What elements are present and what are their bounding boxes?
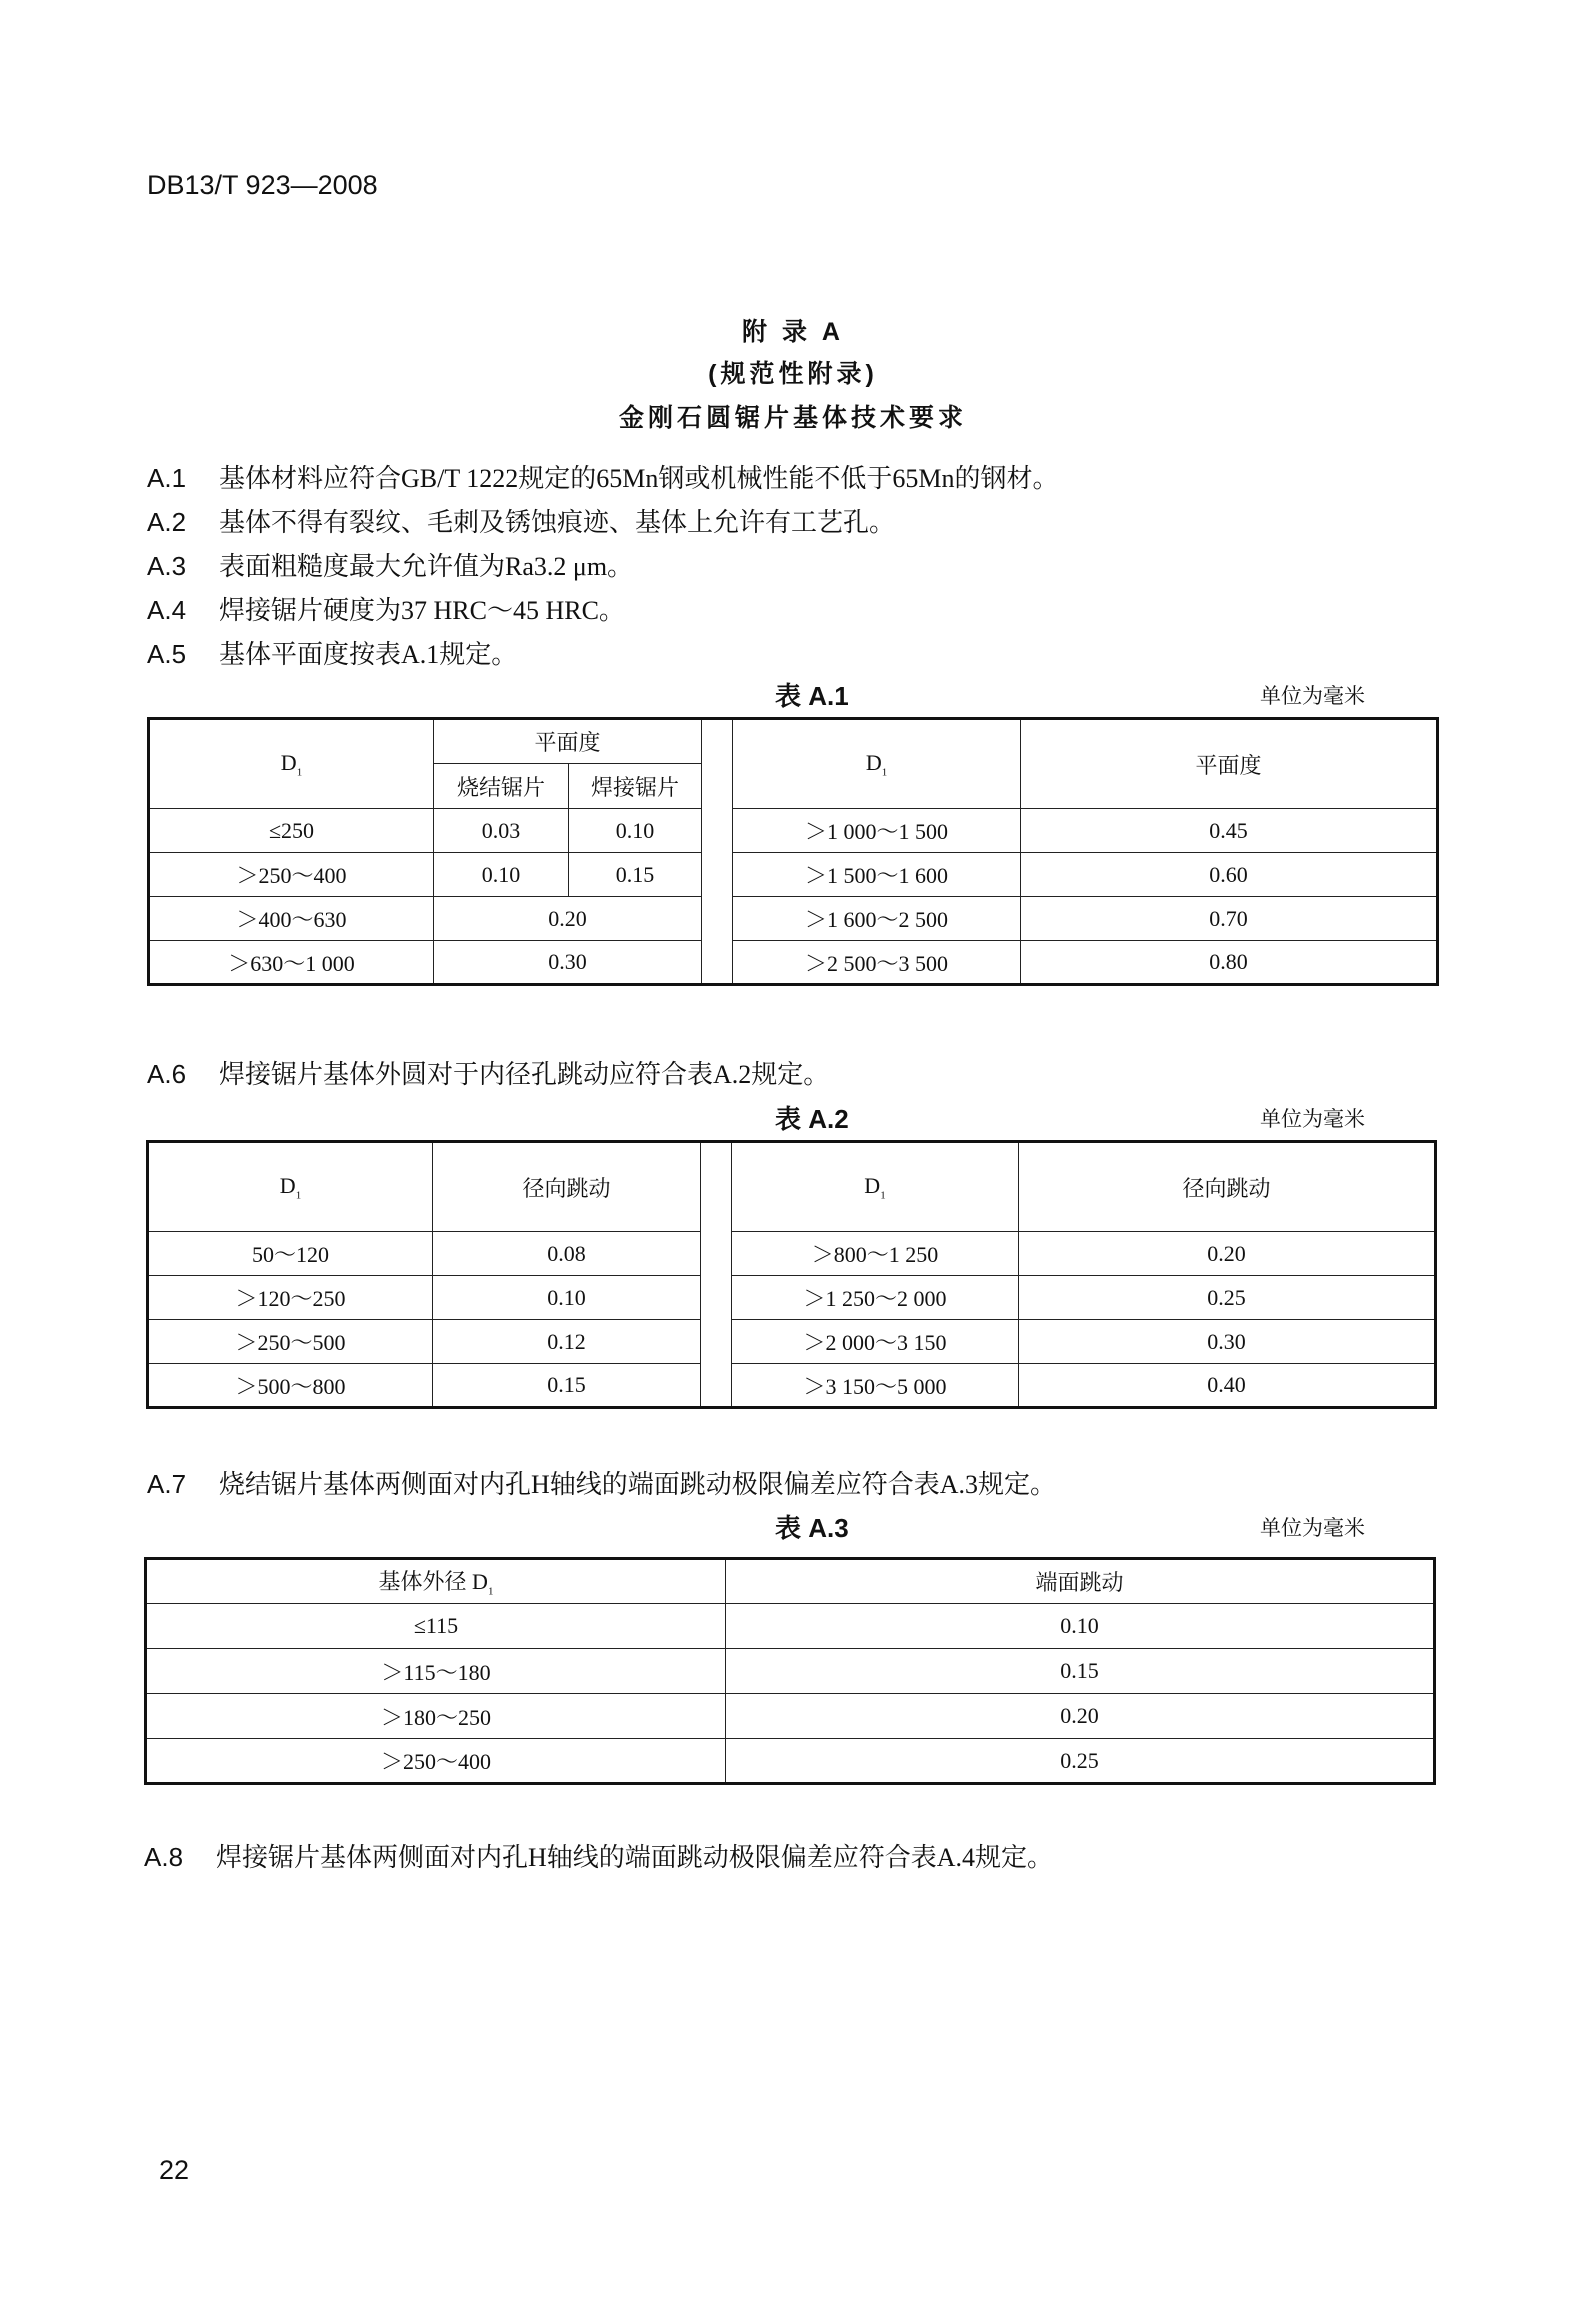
unit-label: 单位为毫米 [1260,1516,1365,1540]
table-row [146,1739,1435,1784]
clause-number: A.7 [147,1469,187,1499]
header-d: $D_1$ [149,719,434,809]
cell: ＞1 600～2 500 [733,897,1021,941]
cell: 0.30 [434,941,702,985]
cell: ≤115 [146,1604,726,1649]
document-code: DB13/T 923—2008 [147,170,378,200]
table-row [148,1320,1436,1364]
clause-text: 表面粗糙度最大允许值为Ra3.2 μm。 [219,552,634,581]
cell: 0.15 [726,1649,1435,1694]
clause-a5 [147,634,517,671]
table-a2-caption: 表 A.2 [775,1104,849,1134]
clause-a6 [147,1054,829,1091]
cell: 50～120 [148,1232,433,1276]
cell: 0.08 [433,1232,701,1276]
cell: 0.45 [1021,809,1438,853]
table-row [149,853,1438,897]
cell: 0.10 [433,1276,701,1320]
table-row [146,1604,1435,1649]
table-gap [702,719,733,985]
cell: 0.40 [1019,1364,1436,1408]
unit-label: 单位为毫米 [1260,684,1365,708]
cell: ＞3 150～5 000 [732,1364,1019,1408]
table-a1-caption: 表 A.1 [775,681,849,711]
cell: ＞800～1 250 [732,1232,1019,1276]
header-sintered: 烧结锯片 [434,764,569,809]
cell: ＞1 500～1 600 [733,853,1021,897]
cell: ＞120～250 [148,1276,433,1320]
clause-a8 [144,1837,1053,1874]
clause-a7 [147,1464,1056,1501]
table-row [149,941,1438,985]
cell: ≤250 [149,809,434,853]
appendix-title: 附 录 A [742,318,844,346]
cell: ＞115～180 [146,1649,726,1694]
appendix-type: (规范性附录) [708,360,878,388]
clause-a3 [147,546,633,583]
header-face-runout: 端面跳动 [726,1559,1435,1604]
table-row [148,1232,1436,1276]
header-flatness: 平面度 [1021,719,1438,809]
cell: 0.03 [434,809,569,853]
header-outer-diameter: 基体外径 $D_1$ [146,1559,726,1604]
header-d: $D_1$ [148,1142,433,1232]
cell: 0.80 [1021,941,1438,985]
clause-number: A.6 [147,1059,187,1089]
cell: ＞250～400 [149,853,434,897]
cell: ＞250～500 [148,1320,433,1364]
clause-text: 焊接锯片基体两侧面对内孔H轴线的端面跳动极限偏差应符合表A.4规定。 [216,1843,1054,1872]
clause-number: A.5 [147,639,187,669]
clause-number: A.4 [147,595,187,625]
cell: 0.10 [726,1604,1435,1649]
header-flatness: 平面度 [434,719,702,764]
header-radial-runout: 径向跳动 [433,1142,701,1232]
cell: ＞1 250～2 000 [732,1276,1019,1320]
clause-text: 焊接锯片硬度为37 HRC～45 HRC。 [219,596,625,625]
cell: 0.20 [726,1694,1435,1739]
table-row [146,1694,1435,1739]
cell: ＞630～1 000 [149,941,434,985]
cell: ＞180～250 [146,1694,726,1739]
table-a3-caption: 表 A.3 [775,1513,849,1543]
cell: 0.30 [1019,1320,1436,1364]
cell: 0.20 [434,897,702,941]
cell: 0.25 [1019,1276,1436,1320]
clause-number: A.2 [147,507,187,537]
table-row [148,1276,1436,1320]
table-a3 [144,1557,1436,1785]
table-row [146,1649,1435,1694]
header-welded: 焊接锯片 [569,764,702,809]
table-gap [701,1142,732,1408]
cell: 0.60 [1021,853,1438,897]
clause-text: 烧结锯片基体两侧面对内孔H轴线的端面跳动极限偏差应符合表A.3规定。 [219,1470,1057,1499]
cell: ＞400～630 [149,897,434,941]
clause-number: A.3 [147,551,187,581]
cell: 0.15 [433,1364,701,1408]
cell: ＞250～400 [146,1739,726,1784]
table-row [149,897,1438,941]
clause-number: A.8 [144,1842,184,1872]
table-a1 [147,717,1439,986]
clause-text: 基体材料应符合GB/T 1222规定的65Mn钢或机械性能不低于65Mn的钢材。 [219,464,1059,493]
header-d: $D_1$ [733,719,1021,809]
cell: 0.70 [1021,897,1438,941]
cell: ＞2 500～3 500 [733,941,1021,985]
clause-a1 [147,458,1059,495]
appendix-subject: 金刚石圆锯片基体技术要求 [618,404,967,432]
page-number: 22 [159,2155,190,2185]
cell: 0.15 [569,853,702,897]
cell: 0.12 [433,1320,701,1364]
cell: 0.10 [569,809,702,853]
header-radial-runout: 径向跳动 [1019,1142,1436,1232]
header-d: $D_1$ [732,1142,1019,1232]
clause-text: 焊接锯片基体外圆对于内径孔跳动应符合表A.2规定。 [219,1060,830,1089]
unit-label: 单位为毫米 [1260,1107,1365,1131]
cell: 0.10 [434,853,569,897]
table-a2 [146,1140,1437,1409]
cell: 0.20 [1019,1232,1436,1276]
table-row [148,1364,1436,1408]
cell: ＞500～800 [148,1364,433,1408]
clause-number: A.1 [147,463,187,493]
clause-a2 [147,502,895,539]
clause-text: 基体不得有裂纹、毛刺及锈蚀痕迹、基体上允许有工艺孔。 [219,508,896,537]
cell: ＞1 000～1 500 [733,809,1021,853]
clause-text: 基体平面度按表A.1规定。 [219,640,518,669]
clause-a4 [147,590,625,627]
cell: ＞2 000～3 150 [732,1320,1019,1364]
cell: 0.25 [726,1739,1435,1784]
table-row [149,809,1438,853]
